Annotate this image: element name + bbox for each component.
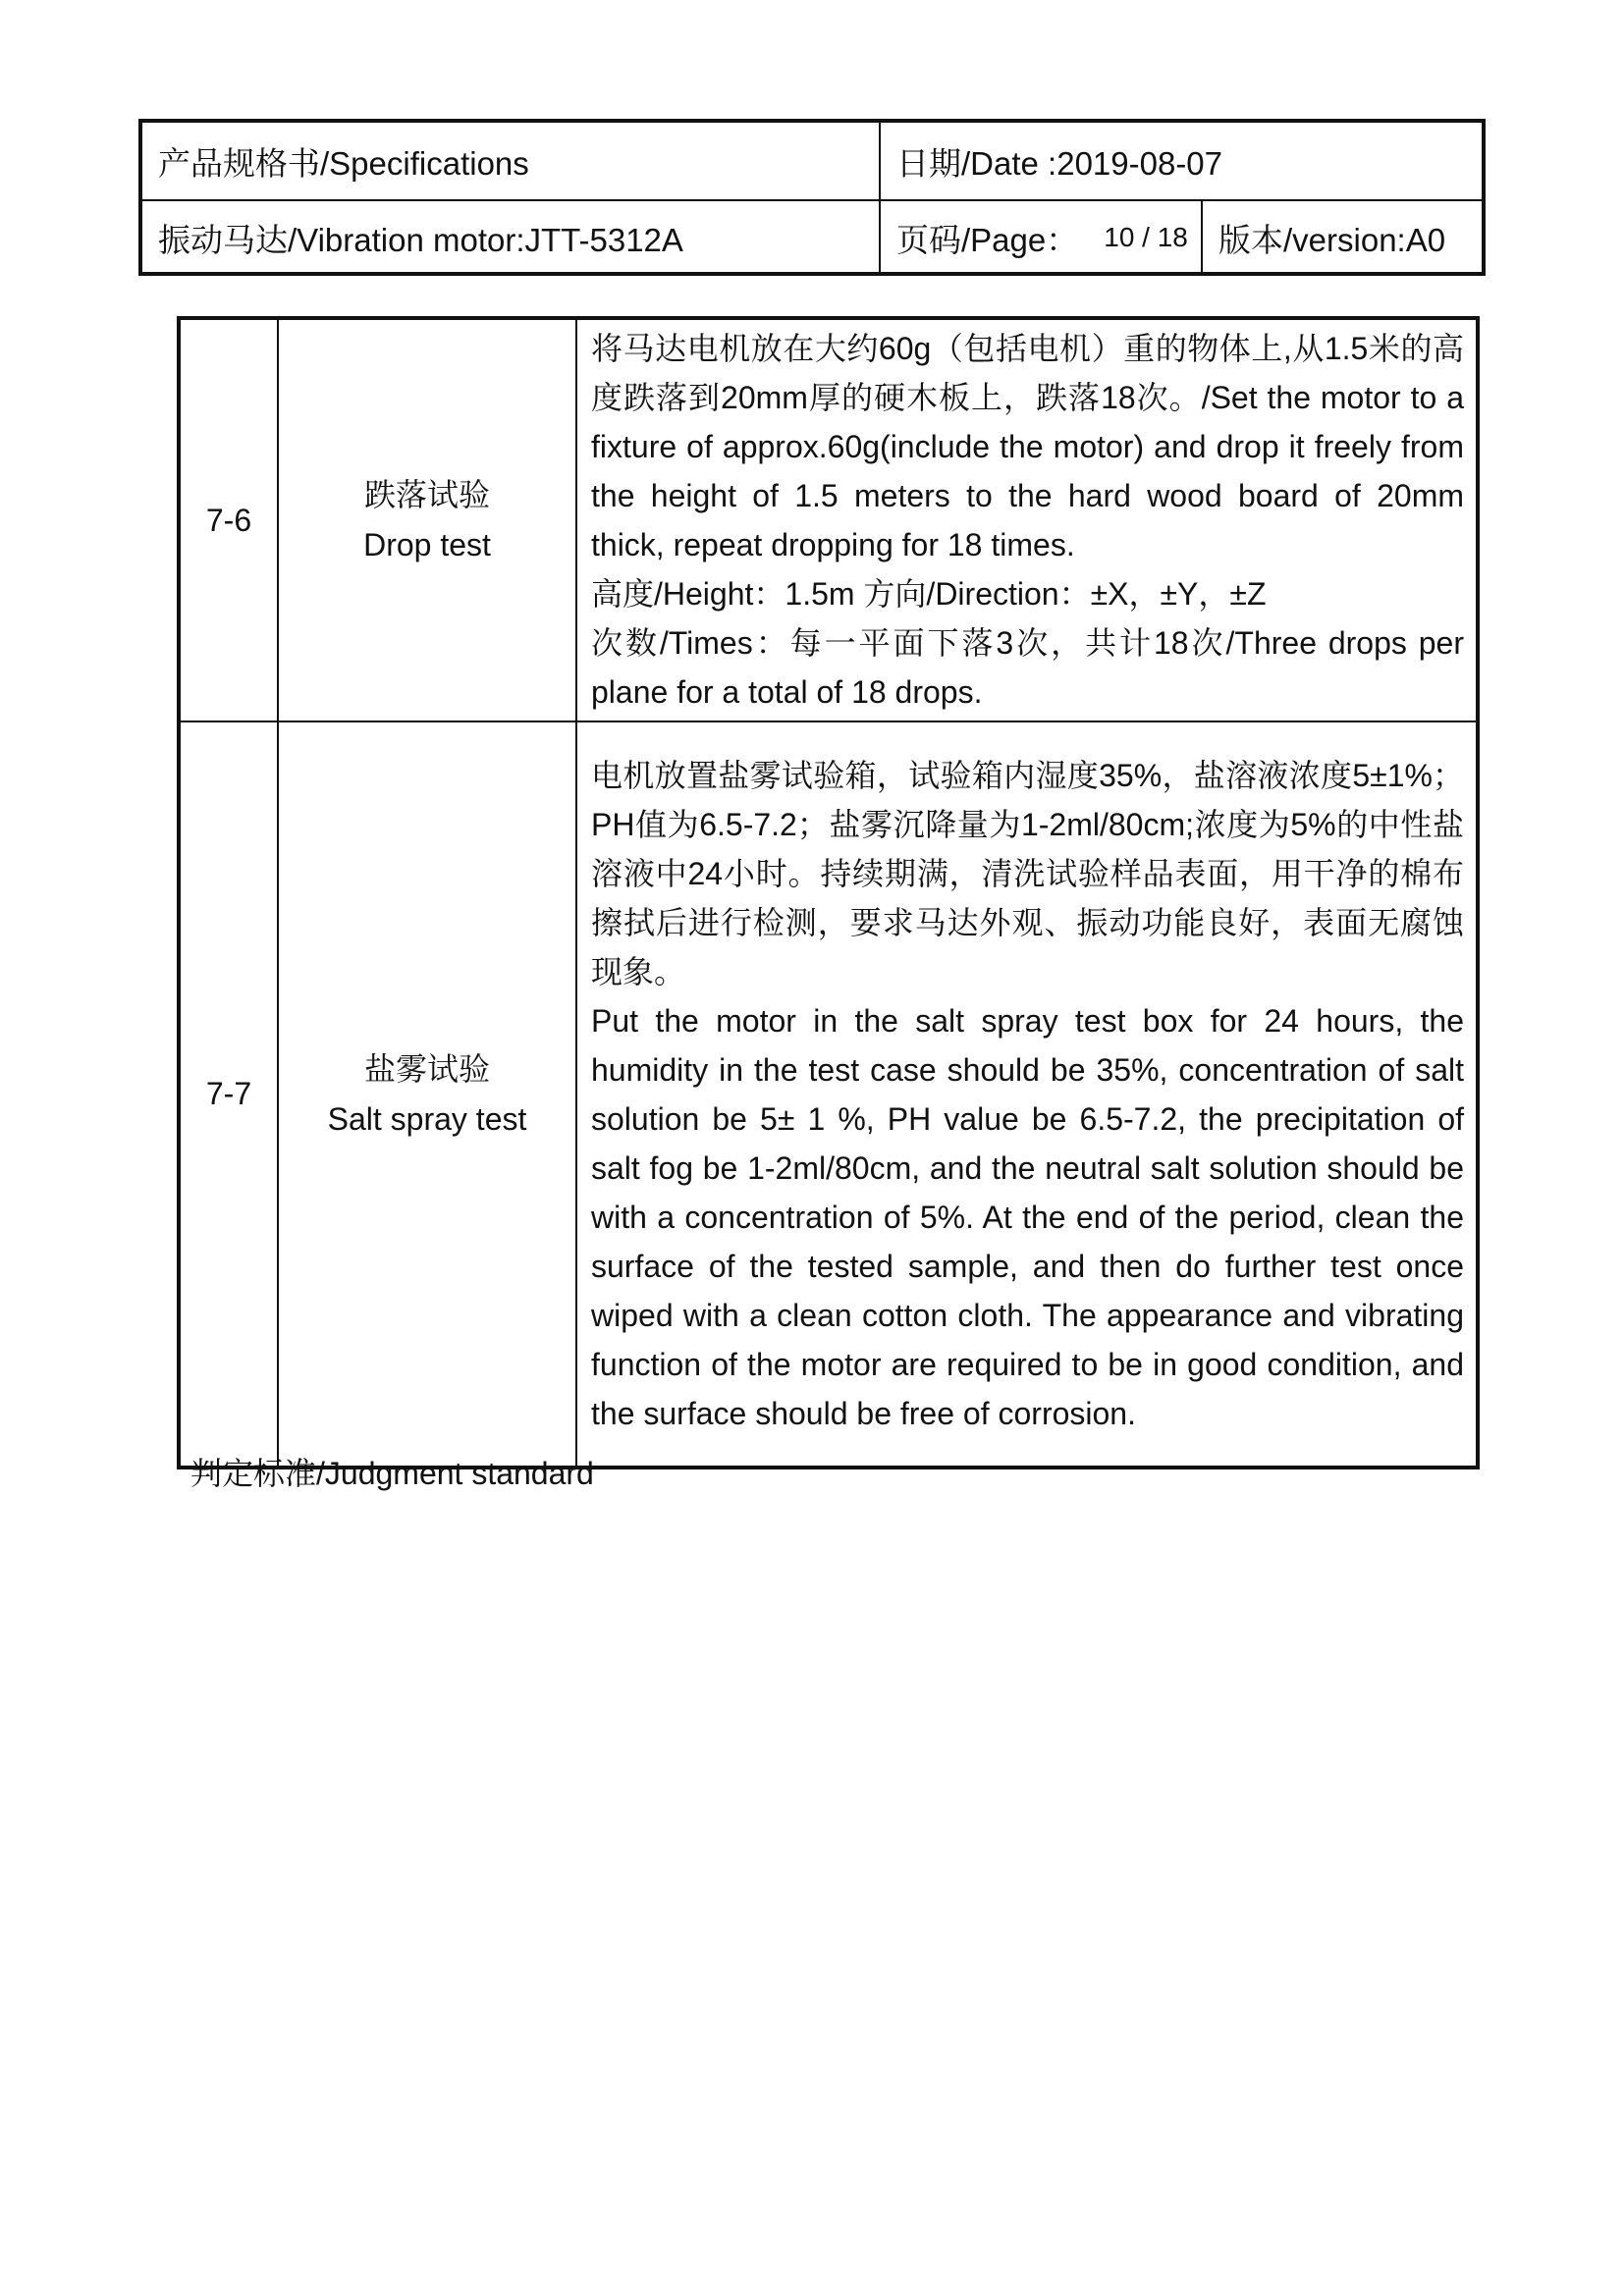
test-number: 7-6: [179, 318, 278, 721]
drop-test-times: 次数/Times：每一平面下落3次，共计18次/Three drops per plane for a total of 18 drops.: [591, 625, 1464, 710]
test-name-en: Salt spray test: [327, 1100, 527, 1137]
judgment-standard-label: 判定标准/Judgment standard: [190, 1456, 594, 1491]
salt-test-description-en: Put the motor in the salt spray test box for 24 hours, the humidity in the test case should be 35%, concentration of salt solution be 5± 1 %, PH value be 6.5-7.2, the precipitation of salt fog be 1-2ml/80cm, and the neutral salt solution should be with a concentration of 5%. At the end of the period, clean the surface of the tested sample, and then do further test once wiped with a clean cotton cloth. The appearance and vibrating function of the motor are required to be in good condition, and the surface should be free of corrosion.: [591, 1002, 1464, 1431]
document-header: [138, 119, 1486, 276]
test-table: [177, 316, 1480, 1469]
test-name-cn: 跌落试验: [363, 477, 490, 512]
table-row: [179, 318, 1478, 721]
date-field: 日期/Date :2019-08-07: [896, 144, 1223, 182]
test-number: 7-7: [179, 721, 278, 1468]
table-row: [179, 721, 1478, 1468]
header-row-1: [142, 123, 1482, 201]
test-description: [576, 318, 1478, 721]
page-label: 页码/Page：: [896, 221, 1079, 258]
drop-test-procedure: 将马达电机放在大约60g（包括电机）重的物体上,从1.5米的高度跌落到20mm厚的硬木板上，跌落18次。/Set the motor to a fixture of approx.60g(include the motor) and drop it freely from the height of 1.5 meters to the hard wood board of 20mm thick, repeat dropping for 18 times.: [591, 331, 1464, 562]
product-name: 振动马达/Vibration motor:JTT-5312A: [142, 199, 881, 276]
salt-test-description-cn: 电机放置盐雾试验箱，试验箱内湿度35%，盐溶液浓度5±1%；PH值为6.5-7.2；盐雾沉降量为1-2ml/80cm;浓度为5%的中性盐溶液中24小时。持续期满，清洗试验样品表面，用干净的棉布擦拭后进行检测，要求马达外观、振动功能良好，表面无腐蚀现象。: [591, 757, 1464, 989]
test-name: [278, 721, 576, 1468]
test-name-en: Drop test: [363, 527, 491, 562]
page-field: [881, 199, 1203, 276]
page-number: 10 / 18: [1104, 222, 1188, 252]
test-description: [576, 721, 1478, 1468]
test-name-cn: 盐雾试验: [363, 1050, 490, 1087]
version-field: 版本/version:A0: [1218, 221, 1446, 258]
header-row-2: [142, 199, 1482, 276]
drop-test-height-direction: 高度/Height：1.5m 方向/Direction：±X，±Y，±Z: [591, 576, 1267, 612]
test-name: [278, 318, 576, 721]
spec-title: 产品规格书/Specifications: [142, 123, 881, 199]
